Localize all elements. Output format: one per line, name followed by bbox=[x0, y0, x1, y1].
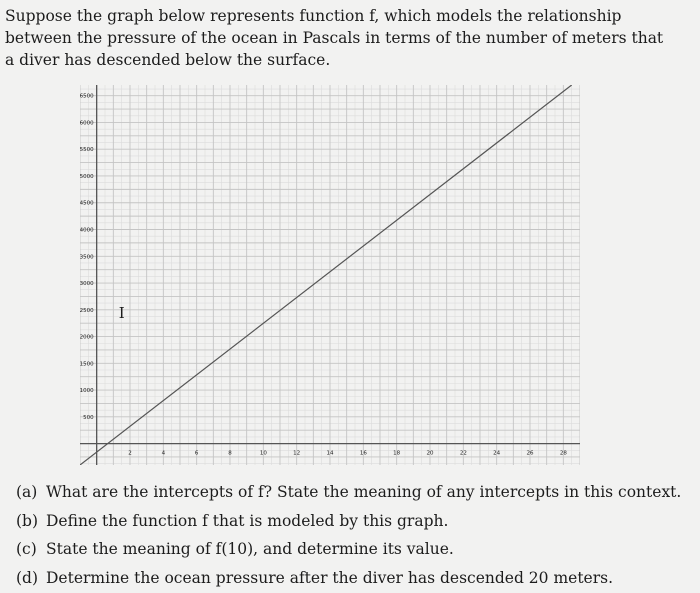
question-c bbox=[16, 535, 696, 564]
pressure-graph bbox=[80, 85, 580, 469]
problem-intro: Suppose the graph below represents function f, which models the relationship between the pressure of the ocean in Pascals in terms of the number of meters that a diver has descended below the surface. bbox=[5, 7, 664, 69]
question-b bbox=[16, 507, 696, 536]
y-tick-label: 4500 bbox=[80, 200, 94, 207]
x-tick-label: 4 bbox=[161, 450, 166, 457]
text-cursor-icon: I bbox=[118, 303, 125, 322]
question-text: What are the intercepts of f? State the meaning of any intercepts in this context. bbox=[46, 483, 682, 501]
y-tick-label: 2500 bbox=[80, 307, 94, 314]
question-a bbox=[16, 478, 696, 507]
y-tick-label: 3500 bbox=[80, 254, 94, 261]
x-tick-label: 16 bbox=[359, 450, 367, 457]
y-tick-label: 4000 bbox=[80, 227, 94, 234]
y-tick-label: 2000 bbox=[80, 334, 94, 341]
question-letter: (a) bbox=[16, 483, 38, 501]
y-tick-label: 3000 bbox=[80, 281, 94, 288]
x-tick-label: 24 bbox=[493, 450, 501, 457]
x-tick-label: 18 bbox=[393, 450, 401, 457]
x-tick-label: 26 bbox=[526, 450, 534, 457]
question-text: State the meaning of f(10), and determine its value. bbox=[46, 540, 454, 559]
question-list bbox=[16, 478, 696, 593]
y-tick-label: 1500 bbox=[80, 361, 94, 368]
x-tick-label: 22 bbox=[459, 450, 467, 457]
y-tick-label: 6000 bbox=[80, 120, 94, 127]
question-d bbox=[16, 564, 696, 593]
series-line bbox=[80, 85, 572, 465]
x-tick-label: 12 bbox=[293, 450, 301, 457]
question-text: Determine the ocean pressure after the diver has descended 20 meters. bbox=[46, 569, 614, 588]
y-tick-label: 500 bbox=[83, 414, 94, 421]
question-letter: (d) bbox=[16, 569, 39, 588]
x-tick-label: 20 bbox=[426, 450, 434, 457]
x-tick-label: 28 bbox=[559, 450, 567, 457]
question-letter: (b) bbox=[16, 511, 39, 530]
y-tick-label: 6500 bbox=[80, 93, 94, 100]
x-tick-label: 2 bbox=[128, 450, 132, 457]
question-text: Define the function f that is modeled by this graph. bbox=[46, 511, 449, 530]
y-tick-label: 5500 bbox=[80, 147, 94, 154]
question-letter: (c) bbox=[16, 540, 37, 559]
chart-svg bbox=[80, 85, 580, 465]
x-tick-label: 6 bbox=[194, 450, 199, 457]
y-tick-label: 1000 bbox=[80, 388, 94, 395]
x-tick-label: 10 bbox=[259, 450, 267, 457]
x-tick-label: 8 bbox=[228, 450, 232, 457]
x-tick-label: 14 bbox=[326, 450, 334, 457]
y-tick-label: 5000 bbox=[80, 173, 94, 180]
